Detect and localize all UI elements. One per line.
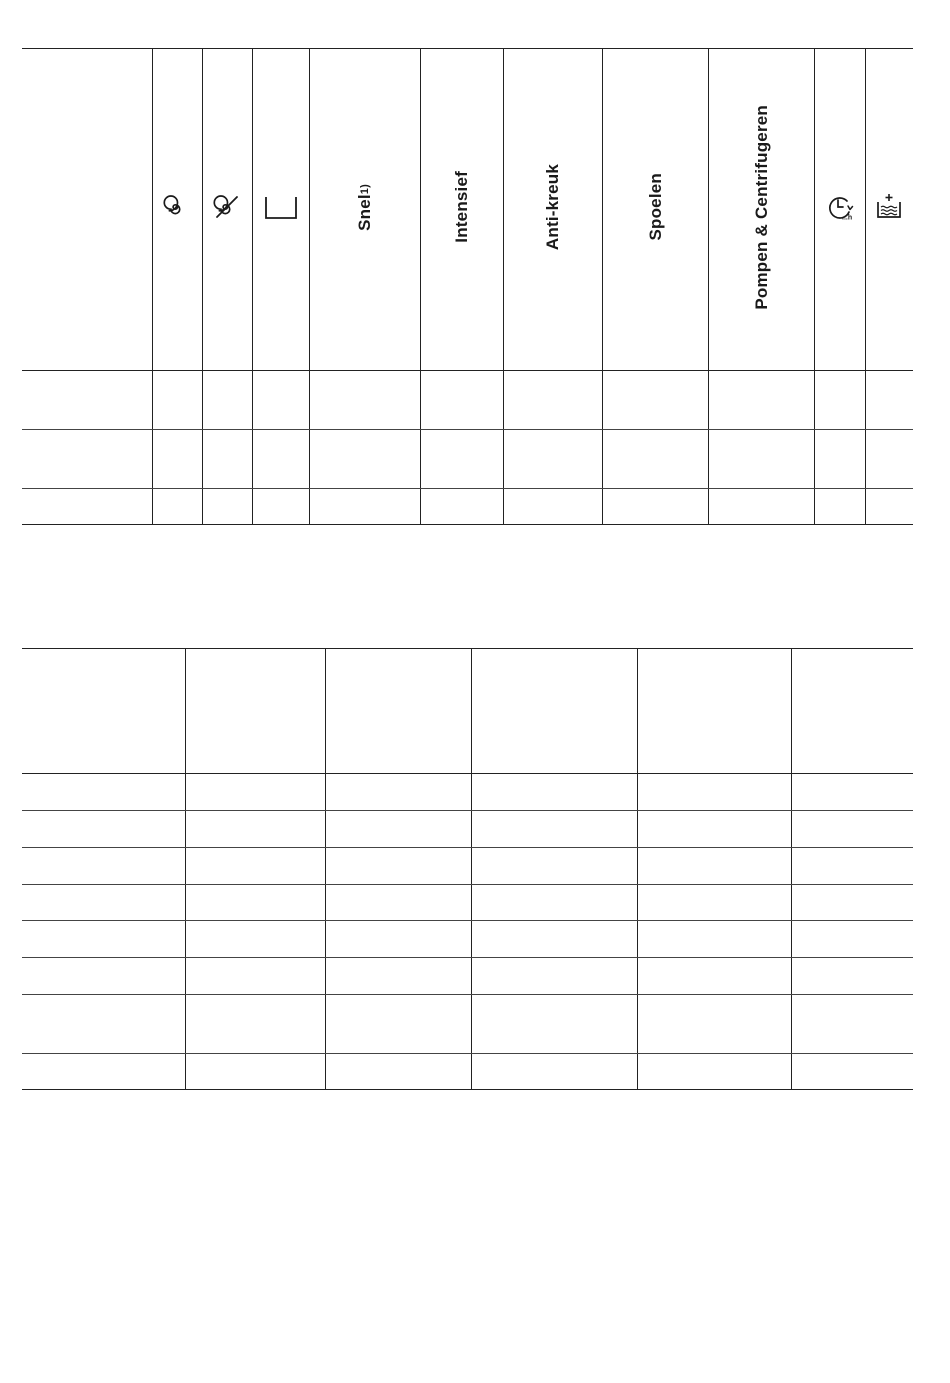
table1-cell	[420, 371, 503, 430]
table2-cell	[185, 848, 325, 885]
table1-cell	[814, 371, 865, 430]
table2-cell	[185, 885, 325, 921]
table2-row	[22, 774, 913, 811]
table2-cell	[325, 848, 471, 885]
table2-cell	[325, 995, 471, 1054]
table1-cell	[503, 430, 602, 489]
header-label-anti-kreuk: Anti-kreuk	[543, 163, 562, 251]
extra-water-icon	[874, 192, 904, 222]
table1-row	[22, 489, 913, 525]
table2-cell	[637, 921, 791, 958]
table1-header-delay	[814, 49, 865, 371]
table1-cell	[309, 371, 420, 430]
table2-cell	[22, 1054, 185, 1090]
table2-cell	[325, 958, 471, 995]
table2-cell	[22, 885, 185, 921]
table2-header-cell	[185, 649, 325, 774]
table2-cell	[791, 921, 913, 958]
table1-cell	[865, 430, 913, 489]
table1-cell	[602, 430, 708, 489]
table1-cell	[202, 371, 252, 430]
table1-cell	[202, 430, 252, 489]
table2-cell	[637, 774, 791, 811]
table2-cell	[471, 1054, 637, 1090]
table1-cell	[602, 371, 708, 430]
table1-cell	[503, 489, 602, 525]
table1-cell	[252, 371, 309, 430]
table1-cell	[152, 489, 202, 525]
table1-cell	[252, 430, 309, 489]
table2-cell	[791, 811, 913, 848]
table2-cell	[791, 958, 913, 995]
table2-header-cell	[22, 649, 185, 774]
table1-cell	[865, 371, 913, 430]
table2-cell	[637, 1054, 791, 1090]
table2-cell	[471, 995, 637, 1054]
table2-cell	[325, 774, 471, 811]
table2-cell	[22, 921, 185, 958]
table2-cell	[185, 1054, 325, 1090]
table2-cell	[325, 885, 471, 921]
table1-cell	[602, 489, 708, 525]
table2-cell	[185, 958, 325, 995]
table1-cell	[252, 489, 309, 525]
table1-cell	[708, 371, 814, 430]
table2-header-cell	[637, 649, 791, 774]
table2-cell	[637, 848, 791, 885]
table2-cell	[185, 774, 325, 811]
table2-cell	[185, 921, 325, 958]
table1-header-spoelen	[602, 49, 708, 371]
table1-row	[22, 430, 913, 489]
table2-cell	[185, 811, 325, 848]
table1-header-blank	[22, 49, 152, 371]
table1-header-intensief	[420, 49, 503, 371]
table2-row	[22, 921, 913, 958]
header-label-pompen-centrifugeren: Pompen & Centrifugeren	[751, 104, 771, 310]
table2-cell	[637, 958, 791, 995]
table1-header-rinse-hold	[252, 49, 309, 371]
table1-cell	[420, 430, 503, 489]
table1-cell	[152, 371, 202, 430]
table2-cell	[22, 774, 185, 811]
table1-cell	[309, 430, 420, 489]
table2-row	[22, 848, 913, 885]
header-label-intensief: Intensief	[452, 171, 471, 243]
table1-header-spin	[152, 49, 202, 371]
table2-cell	[22, 995, 185, 1054]
table2-header-cell	[325, 649, 471, 774]
table2-cell	[471, 958, 637, 995]
table1-cell	[420, 489, 503, 525]
table2-cell	[791, 1054, 913, 1090]
table2-cell	[637, 885, 791, 921]
table2-cell	[325, 1054, 471, 1090]
table1-cell	[202, 489, 252, 525]
table2-cell	[471, 885, 637, 921]
table2-row	[22, 885, 913, 921]
table1-cell	[22, 430, 152, 489]
table2-row	[22, 958, 913, 995]
no-spin-icon	[212, 192, 242, 222]
table2-cell	[791, 774, 913, 811]
table1-header-row	[22, 49, 913, 371]
rinse-hold-tub-icon	[264, 192, 298, 222]
secondary-table	[22, 648, 913, 1090]
table2-cell	[22, 848, 185, 885]
table2-row	[22, 811, 913, 848]
table2-cell	[471, 811, 637, 848]
table1-cell	[503, 371, 602, 430]
table1-header-snel	[309, 49, 420, 371]
table2-cell	[325, 921, 471, 958]
svg-text:...h: ...h	[841, 214, 852, 222]
table1-header-pompen-centrifugeren	[708, 49, 814, 371]
table1-header-anti-kreuk	[503, 49, 602, 371]
table2-row	[22, 995, 913, 1054]
table2-header-cell	[471, 649, 637, 774]
header-label-spoelen: Spoelen	[645, 173, 665, 241]
table1-cell	[309, 489, 420, 525]
table2-cell	[471, 774, 637, 811]
table1-cell	[708, 489, 814, 525]
table2-cell	[22, 958, 185, 995]
table1-row	[22, 371, 913, 430]
table2-cell	[22, 811, 185, 848]
table2-cell	[791, 848, 913, 885]
spin-spiral-icon	[162, 192, 192, 222]
table1-cell	[22, 371, 152, 430]
table1-cell	[865, 489, 913, 525]
table2-cell	[185, 995, 325, 1054]
table1-cell	[22, 489, 152, 525]
table2-cell	[791, 885, 913, 921]
table2-cell	[637, 811, 791, 848]
table2-cell	[471, 848, 637, 885]
table2-row	[22, 1054, 913, 1090]
table2-header-cell	[791, 649, 913, 774]
table1-cell	[152, 430, 202, 489]
table1-cell	[708, 430, 814, 489]
table1-cell	[814, 430, 865, 489]
table1-header-extra-water	[865, 49, 913, 371]
table2-cell	[325, 811, 471, 848]
table2-cell	[471, 921, 637, 958]
table1-header-no-spin	[202, 49, 252, 371]
table2-cell	[791, 995, 913, 1054]
table2-header-row	[22, 649, 913, 774]
table1-cell	[814, 489, 865, 525]
header-label-snel: Snel1)	[355, 183, 374, 231]
program-options-table	[22, 48, 913, 525]
delay-timer-icon	[825, 192, 855, 222]
table2-cell	[637, 995, 791, 1054]
